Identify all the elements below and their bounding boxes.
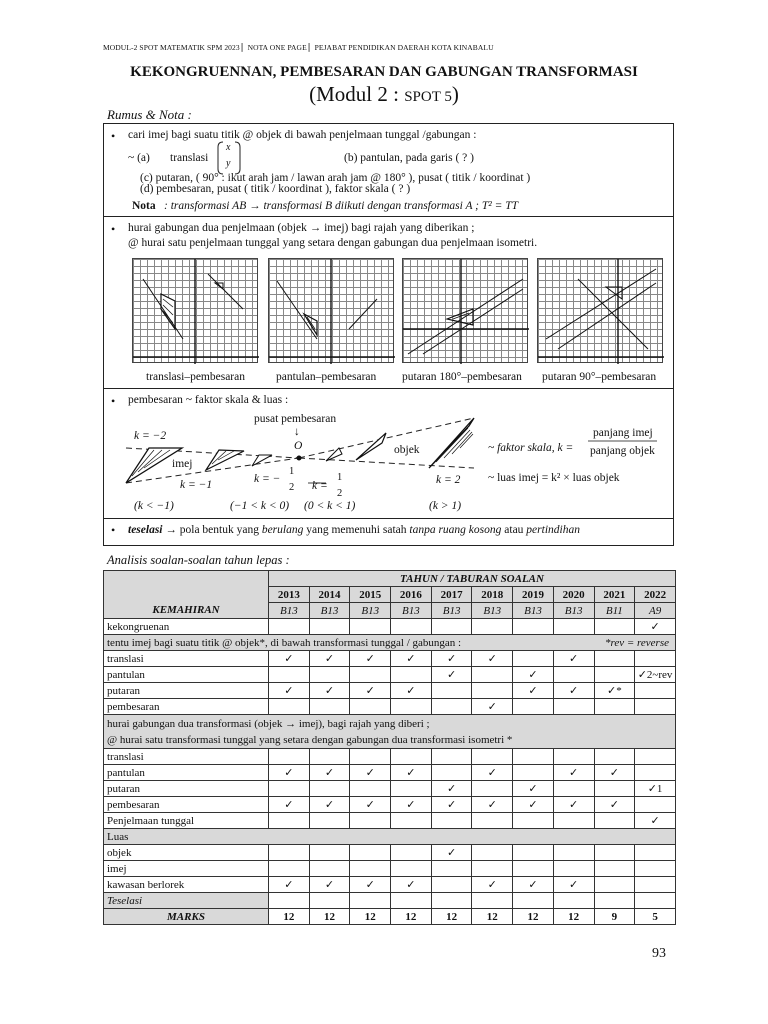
tick-cell	[553, 813, 594, 829]
tick-cell	[309, 813, 350, 829]
box1-c-text: (c) putaran, ( 90° : ikut arah jam / lawan arah jam @ 180° ), pusat ( titik / koordinat )	[140, 172, 531, 184]
tick-cell	[594, 619, 635, 635]
tick-cell: ✓	[309, 683, 350, 699]
table-row	[104, 877, 676, 893]
tick-cell	[350, 699, 391, 715]
tessellation-em-3: pertindihan	[526, 524, 580, 536]
skill-label: pembesaran	[104, 699, 269, 715]
centre-o-label: O	[294, 440, 303, 452]
subtitle-close: )	[451, 82, 459, 106]
bullet: •	[111, 394, 116, 408]
marks-cell: 12	[431, 909, 472, 925]
tick-cell	[553, 619, 594, 635]
question-code: B13	[472, 603, 513, 619]
tick-cell	[391, 619, 432, 635]
tick-cell	[472, 861, 513, 877]
k-neg-half-numerator: 1	[289, 466, 295, 477]
question-code: B13	[269, 603, 310, 619]
tick-cell	[431, 699, 472, 715]
diagram-reflection-enlargement	[268, 258, 394, 363]
teselasi-row	[104, 893, 676, 909]
tick-cell: ✓1	[635, 781, 676, 797]
tick-cell	[391, 667, 432, 683]
tick-cell	[513, 765, 554, 781]
tick-cell	[472, 893, 513, 909]
table-row	[104, 619, 676, 635]
luas-header: Luas	[104, 829, 676, 845]
tessellation-em-2: tanpa ruang kosong	[409, 524, 502, 536]
tick-cell	[553, 667, 594, 683]
tick-cell: ✓	[350, 877, 391, 893]
tick-cell: ✓	[269, 683, 310, 699]
tick-cell: ✓	[431, 667, 472, 683]
box2-line1: hurai gabungan dua penjelmaan (objek → imej) bagi rajah yang diberikan ;	[128, 222, 475, 234]
table-row	[104, 749, 676, 765]
page-header: MODUL-2 SPOT MATEMATIK SPM 2023 ▏NOTA ONE PAGE ▏PEJABAT PENDIDIKAN DAERAH KOTA KINABALU	[103, 43, 494, 52]
skill-label: pembesaran	[104, 797, 269, 813]
tick-cell	[309, 861, 350, 877]
teselasi-label: Teselasi	[104, 893, 269, 909]
marks-cell: 12	[513, 909, 554, 925]
tick-cell	[391, 861, 432, 877]
tick-cell: ✓	[553, 683, 594, 699]
tick-cell: ✓	[431, 797, 472, 813]
notes-box-4	[103, 518, 674, 546]
subtitle-main: (Modul 2 :	[309, 82, 405, 106]
table-row	[104, 765, 676, 781]
year-header: 2016	[391, 587, 432, 603]
tick-cell	[350, 781, 391, 797]
tick-cell: ✓	[309, 797, 350, 813]
skill-label: translasi	[104, 749, 269, 765]
tick-cell	[513, 893, 554, 909]
marks-cell: 5	[635, 909, 676, 925]
section-row	[104, 635, 676, 651]
year-header: 2019	[513, 587, 554, 603]
tick-cell	[635, 877, 676, 893]
tick-cell	[350, 619, 391, 635]
tick-cell: ✓	[350, 797, 391, 813]
tick-cell	[431, 877, 472, 893]
tick-cell: ✓	[594, 797, 635, 813]
page-title: KEKONGRUENNAN, PEMBESARAN DAN GABUNGAN TRANSFORMASI	[130, 64, 638, 80]
tick-cell	[309, 749, 350, 765]
box1-d-text: (d) pembesaran, pusat ( titik / koordinat ), faktor skala ( ? )	[140, 183, 411, 195]
tick-cell	[309, 667, 350, 683]
tick-cell: ✓	[309, 877, 350, 893]
tick-cell: ✓	[269, 877, 310, 893]
tick-cell	[309, 845, 350, 861]
tick-cell: ✓	[269, 651, 310, 667]
tessellation-em-1: berulang	[261, 524, 304, 536]
tick-cell: ✓	[431, 845, 472, 861]
marks-cell: 12	[269, 909, 310, 925]
question-code: B11	[594, 603, 635, 619]
range-label-4: (k > 1)	[429, 500, 462, 512]
marks-cell: 12	[391, 909, 432, 925]
tick-cell	[594, 699, 635, 715]
bullet: •	[111, 523, 116, 537]
notes-box-1	[103, 123, 674, 217]
tick-cell	[635, 651, 676, 667]
tick-cell: ✓	[472, 877, 513, 893]
table-header-row	[104, 571, 676, 587]
k-2-label: k = 2	[436, 474, 461, 486]
tick-cell	[269, 813, 310, 829]
section-1-header	[104, 635, 676, 651]
tick-cell	[269, 861, 310, 877]
tick-cell	[513, 651, 554, 667]
question-code: B13	[309, 603, 350, 619]
box2-line2: @ hurai satu penjelmaan tunggal yang setara dengan gabungan dua penjelmaan isometri.	[128, 237, 538, 249]
table-row	[104, 813, 676, 829]
analysis-table	[103, 570, 676, 925]
year-header: 2015	[350, 587, 391, 603]
skill-label: pantulan	[104, 765, 269, 781]
vector-x: x	[226, 142, 231, 153]
year-header: 2017	[431, 587, 472, 603]
tick-cell	[309, 781, 350, 797]
tick-cell: ✓	[472, 651, 513, 667]
question-code: B13	[553, 603, 594, 619]
tick-cell	[391, 781, 432, 797]
tick-cell	[269, 893, 310, 909]
tick-cell	[350, 845, 391, 861]
table-row	[104, 797, 676, 813]
tick-cell	[594, 893, 635, 909]
tick-cell	[513, 699, 554, 715]
tick-cell	[431, 861, 472, 877]
k-half-denominator: 2	[337, 488, 343, 499]
notes-box-2	[103, 216, 674, 389]
tick-cell: ✓	[635, 813, 676, 829]
tick-cell: ✓2~rev	[635, 667, 676, 683]
tick-cell	[269, 749, 310, 765]
tick-cell: ✓	[391, 877, 432, 893]
tessellation-text-3: atau	[504, 524, 524, 536]
diagram-rotation90-enlargement	[537, 258, 663, 363]
marks-label: MARKS	[104, 909, 269, 925]
tick-cell: ✓	[431, 651, 472, 667]
skill-label: kawasan berlorek	[104, 877, 269, 893]
tick-cell: ✓	[513, 683, 554, 699]
tick-cell	[391, 699, 432, 715]
tick-cell	[553, 781, 594, 797]
section-1-note: *rev = reverse	[604, 636, 669, 649]
tick-cell	[553, 893, 594, 909]
kemahiran-header: KEMAHIRAN	[104, 571, 269, 619]
table-row	[104, 781, 676, 797]
skill-label: imej	[104, 861, 269, 877]
tick-cell	[635, 683, 676, 699]
tick-cell	[553, 699, 594, 715]
tick-cell	[513, 619, 554, 635]
tick-cell	[472, 813, 513, 829]
tick-cell: ✓	[472, 797, 513, 813]
tick-cell	[269, 845, 310, 861]
tick-cell	[391, 845, 432, 861]
tick-cell: ✓	[309, 765, 350, 781]
table-row	[104, 699, 676, 715]
box1-a-text: translasi	[170, 152, 209, 164]
section-1-text: tentu imej bagi suatu titik @ objek*, di bawah transformasi tunggal / gabungan :	[107, 636, 462, 649]
tessellation-definition	[128, 524, 580, 536]
tick-cell	[594, 861, 635, 877]
tick-cell	[635, 893, 676, 909]
table-row	[104, 861, 676, 877]
notes-box-3	[103, 388, 674, 519]
tick-cell: ✓	[350, 765, 391, 781]
tick-cell	[635, 845, 676, 861]
tick-cell	[391, 749, 432, 765]
tick-cell: ✓	[431, 781, 472, 797]
tick-cell	[431, 683, 472, 699]
tick-cell	[635, 749, 676, 765]
tick-cell: ✓	[513, 667, 554, 683]
year-header: 2021	[594, 587, 635, 603]
tick-cell	[431, 893, 472, 909]
tick-cell: ✓	[269, 765, 310, 781]
tick-cell	[309, 619, 350, 635]
tick-cell: ✓	[309, 651, 350, 667]
tick-cell: ✓	[391, 765, 432, 781]
year-header: 2022	[635, 587, 676, 603]
imej-label: imej	[172, 458, 193, 470]
marks-cell: 12	[350, 909, 391, 925]
box1-a-prefix: ~ (a)	[128, 152, 150, 164]
range-label-1: (k < −1)	[134, 500, 174, 512]
tick-cell	[472, 667, 513, 683]
question-code: B13	[513, 603, 554, 619]
table-row	[104, 651, 676, 667]
box1-nota-text: : transformasi AB → transformasi B diikuti dengan transformasi A ; T² = TT	[164, 200, 519, 212]
tick-cell	[472, 781, 513, 797]
tick-cell	[594, 877, 635, 893]
marks-row	[104, 909, 676, 925]
tick-cell	[431, 813, 472, 829]
tick-cell	[431, 619, 472, 635]
range-label-3: (0 < k < 1)	[304, 500, 356, 512]
down-arrow-icon: ↓	[294, 426, 300, 438]
scale-factor-numerator: panjang imej	[593, 427, 653, 439]
bullet: •	[111, 129, 116, 143]
tick-cell	[309, 699, 350, 715]
tick-cell: ✓	[513, 781, 554, 797]
page-subtitle	[0, 82, 768, 107]
tick-cell	[594, 651, 635, 667]
tick-cell: ✓	[350, 683, 391, 699]
tessellation-term: teselasi	[128, 524, 163, 536]
tick-cell: ✓	[350, 651, 391, 667]
k-neg2-label: k = −2	[134, 430, 167, 442]
section-row	[104, 715, 676, 749]
tick-cell	[594, 781, 635, 797]
tick-cell	[350, 667, 391, 683]
tick-cell	[553, 749, 594, 765]
tick-cell: ✓	[391, 651, 432, 667]
skill-label: pantulan	[104, 667, 269, 683]
tick-cell	[431, 749, 472, 765]
section-row	[104, 829, 676, 845]
k-half-label: k =	[312, 480, 328, 492]
tessellation-text-1: → pola bentuk yang	[165, 524, 259, 536]
tick-cell	[553, 845, 594, 861]
tick-cell: ✓	[553, 797, 594, 813]
tick-cell	[472, 683, 513, 699]
tick-cell	[513, 861, 554, 877]
tick-cell	[594, 813, 635, 829]
tick-cell: ✓	[391, 683, 432, 699]
tick-cell	[269, 699, 310, 715]
tick-cell	[513, 845, 554, 861]
caption-rotation180-enlargement: putaran 180°–pembesaran	[402, 371, 522, 383]
tick-cell: ✓	[553, 765, 594, 781]
tick-cell	[350, 861, 391, 877]
tick-cell	[594, 749, 635, 765]
vector-y: y	[226, 158, 231, 169]
scale-factor-prefix: ~ faktor skala, k =	[488, 442, 574, 454]
question-code: B13	[350, 603, 391, 619]
tick-cell: ✓	[553, 877, 594, 893]
skill-label: Penjelmaan tunggal	[104, 813, 269, 829]
tick-cell: ✓	[391, 797, 432, 813]
caption-rotation90-enlargement: putaran 90°–pembesaran	[542, 371, 657, 383]
tick-cell	[269, 619, 310, 635]
scale-factor-denominator: panjang objek	[590, 445, 655, 457]
tick-cell	[594, 845, 635, 861]
skill-label: kekongruenan	[104, 619, 269, 635]
marks-cell: 12	[472, 909, 513, 925]
year-header: 2020	[553, 587, 594, 603]
tick-cell: ✓	[472, 765, 513, 781]
tick-cell: ✓*	[594, 683, 635, 699]
tick-cell	[350, 893, 391, 909]
tick-cell	[594, 667, 635, 683]
marks-cell: 9	[594, 909, 635, 925]
area-formula: ~ luas imej = k² × luas objek	[488, 472, 620, 484]
table-row	[104, 683, 676, 699]
tick-cell	[391, 893, 432, 909]
tick-cell	[472, 749, 513, 765]
page-number: 93	[652, 946, 666, 961]
tick-cell	[391, 813, 432, 829]
skill-label: putaran	[104, 683, 269, 699]
k-neg-half-label: k = −	[254, 473, 281, 485]
box3-line1: pembesaran ~ faktor skala & luas :	[128, 394, 289, 406]
year-header: 2014	[309, 587, 350, 603]
tick-cell	[431, 765, 472, 781]
tick-cell	[635, 797, 676, 813]
tahun-header: TAHUN / TABURAN SOALAN	[269, 571, 676, 587]
section-2-line-2: @ hurai satu transformasi tunggal yang setara dengan gabungan dua transformasi isometri *	[107, 733, 513, 746]
tick-cell	[472, 619, 513, 635]
k-neg-half-denominator: 2	[289, 482, 295, 493]
tick-cell	[472, 845, 513, 861]
tick-cell	[635, 699, 676, 715]
tick-cell	[309, 893, 350, 909]
skill-label: translasi	[104, 651, 269, 667]
tick-cell: ✓	[513, 877, 554, 893]
tick-cell	[269, 781, 310, 797]
tick-cell	[553, 861, 594, 877]
marks-cell: 12	[553, 909, 594, 925]
section-2-header	[104, 715, 676, 749]
tick-cell: ✓	[635, 619, 676, 635]
box1-nota-label: Nota	[132, 200, 156, 212]
table-row	[104, 845, 676, 861]
caption-translation-enlargement: translasi–pembesaran	[146, 371, 245, 383]
k-neg1-label: k = −1	[180, 479, 213, 491]
box1-line1: cari imej bagi suatu titik @ objek di bawah penjelmaan tunggal /gabungan :	[128, 129, 477, 141]
section-2-line-1: hurai gabungan dua transformasi (objek → imej), bagi rajah yang diberi ;	[107, 717, 430, 730]
analysis-label: Analisis soalan-soalan tahun lepas :	[107, 553, 290, 567]
marks-cell: 12	[309, 909, 350, 925]
rumus-label: Rumus & Nota :	[107, 107, 192, 122]
tick-cell	[513, 813, 554, 829]
tick-cell: ✓	[472, 699, 513, 715]
box1-b-text: (b) pantulan, pada garis ( ? )	[344, 152, 474, 164]
skill-label: putaran	[104, 781, 269, 797]
tick-cell	[635, 765, 676, 781]
tick-cell: ✓	[553, 651, 594, 667]
k-half-numerator: 1	[337, 472, 343, 483]
tick-cell: ✓	[513, 797, 554, 813]
question-code: B13	[431, 603, 472, 619]
centre-label: pusat pembesaran	[254, 413, 337, 425]
skill-label: objek	[104, 845, 269, 861]
year-header: 2018	[472, 587, 513, 603]
caption-reflection-enlargement: pantulan–pembesaran	[276, 371, 377, 383]
tick-cell	[513, 749, 554, 765]
table-row	[104, 667, 676, 683]
question-code: B13	[391, 603, 432, 619]
objek-label: objek	[394, 444, 420, 456]
bullet: •	[111, 222, 116, 236]
diagram-translation-enlargement	[132, 258, 258, 363]
tick-cell	[635, 861, 676, 877]
tick-cell	[350, 749, 391, 765]
tick-cell: ✓	[269, 797, 310, 813]
tessellation-text-2: yang memenuhi satah	[306, 524, 407, 536]
tick-cell	[350, 813, 391, 829]
question-code: A9	[635, 603, 676, 619]
subtitle-spot: SPOT 5	[404, 89, 452, 105]
tick-cell	[269, 667, 310, 683]
diagram-rotation180-enlargement	[402, 258, 528, 363]
year-header: 2013	[269, 587, 310, 603]
range-label-2: (−1 < k < 0)	[230, 500, 290, 512]
tick-cell: ✓	[594, 765, 635, 781]
